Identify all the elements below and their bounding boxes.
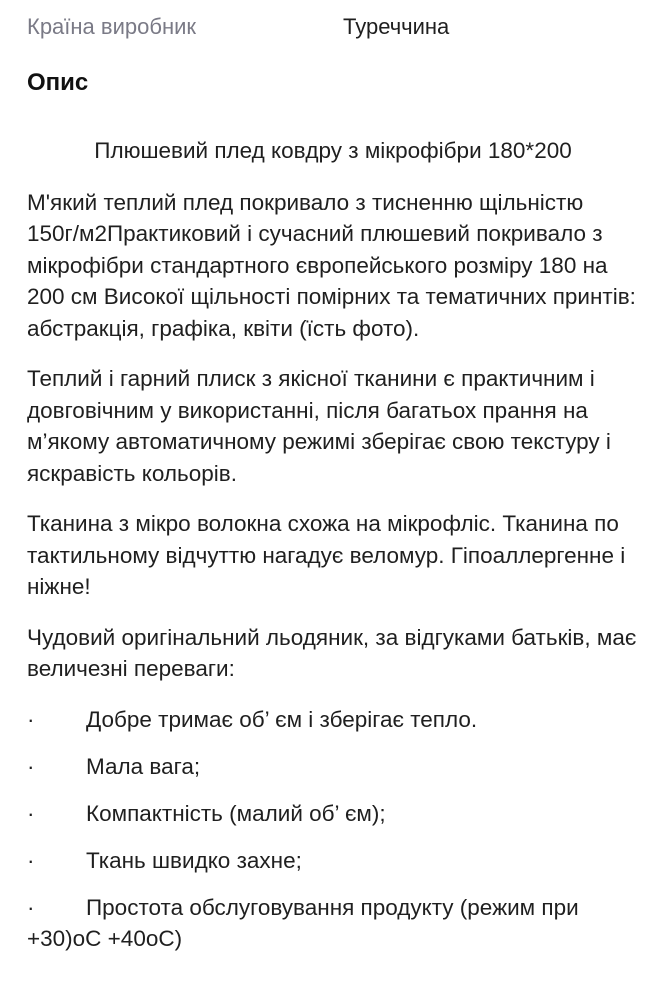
bullet-dot-icon: ·: [27, 753, 35, 779]
list-item-text: Простота обслуговування продукту (режим при +30)оС +40оС): [27, 894, 579, 951]
list-item-text: Ткань швидко захне;: [86, 847, 302, 873]
description-paragraph: Тканина з мікро волокна схожа на мікрофліс. Тканина по тактильному відчуттю нагадує веломур. Гіпоаллергенне і ніжне!: [27, 511, 626, 599]
list-item: [27, 892, 639, 955]
list-item-text: Добре тримає об’ єм і зберігає тепло.: [86, 706, 478, 732]
list-item-text: Мала вага;: [86, 753, 201, 779]
list-item: [27, 704, 639, 736]
description-content: [27, 135, 639, 970]
spec-value: Туреччина: [343, 14, 450, 39]
description-paragraph: М'який теплий плед покривало з тисненню щільністю 150г/м2Практиковий і сучасний плюшевий покривало з мікрофібри стандартного європейського розміру 180 на 200 см Високої щільності помірних та тематичних принтів: абстракція, графіка, квіти (їсть фото).: [27, 189, 636, 341]
bullet-dot-icon: ·: [27, 706, 35, 732]
description-paragraph: Чудовий оригінальний льодяник, за відгуками батьків, має величезні переваги:: [27, 624, 637, 681]
spec-row-country: [27, 12, 637, 42]
spec-label: Країна виробник: [27, 14, 197, 39]
list-item: [27, 845, 639, 877]
list-item: [27, 751, 639, 783]
description-title: Опис: [27, 69, 89, 96]
list-item-text: Компактність (малий об’ єм);: [86, 800, 386, 826]
bullet-dot-icon: ·: [27, 847, 35, 873]
description-headline: Плюшевий плед ковдру з мікрофібри 180*200: [94, 138, 572, 163]
benefits-list: [27, 704, 639, 955]
bullet-dot-icon: ·: [27, 800, 35, 826]
list-item: [27, 798, 639, 830]
description-paragraph: Теплий і гарний плиск з якісної тканини є практичним і довговічним у використанні, після багатьох прання на м’якому автоматичному режимі зберігає свою текстуру і яскравість кольорів.: [27, 366, 611, 486]
bullet-dot-icon: ·: [27, 894, 35, 920]
